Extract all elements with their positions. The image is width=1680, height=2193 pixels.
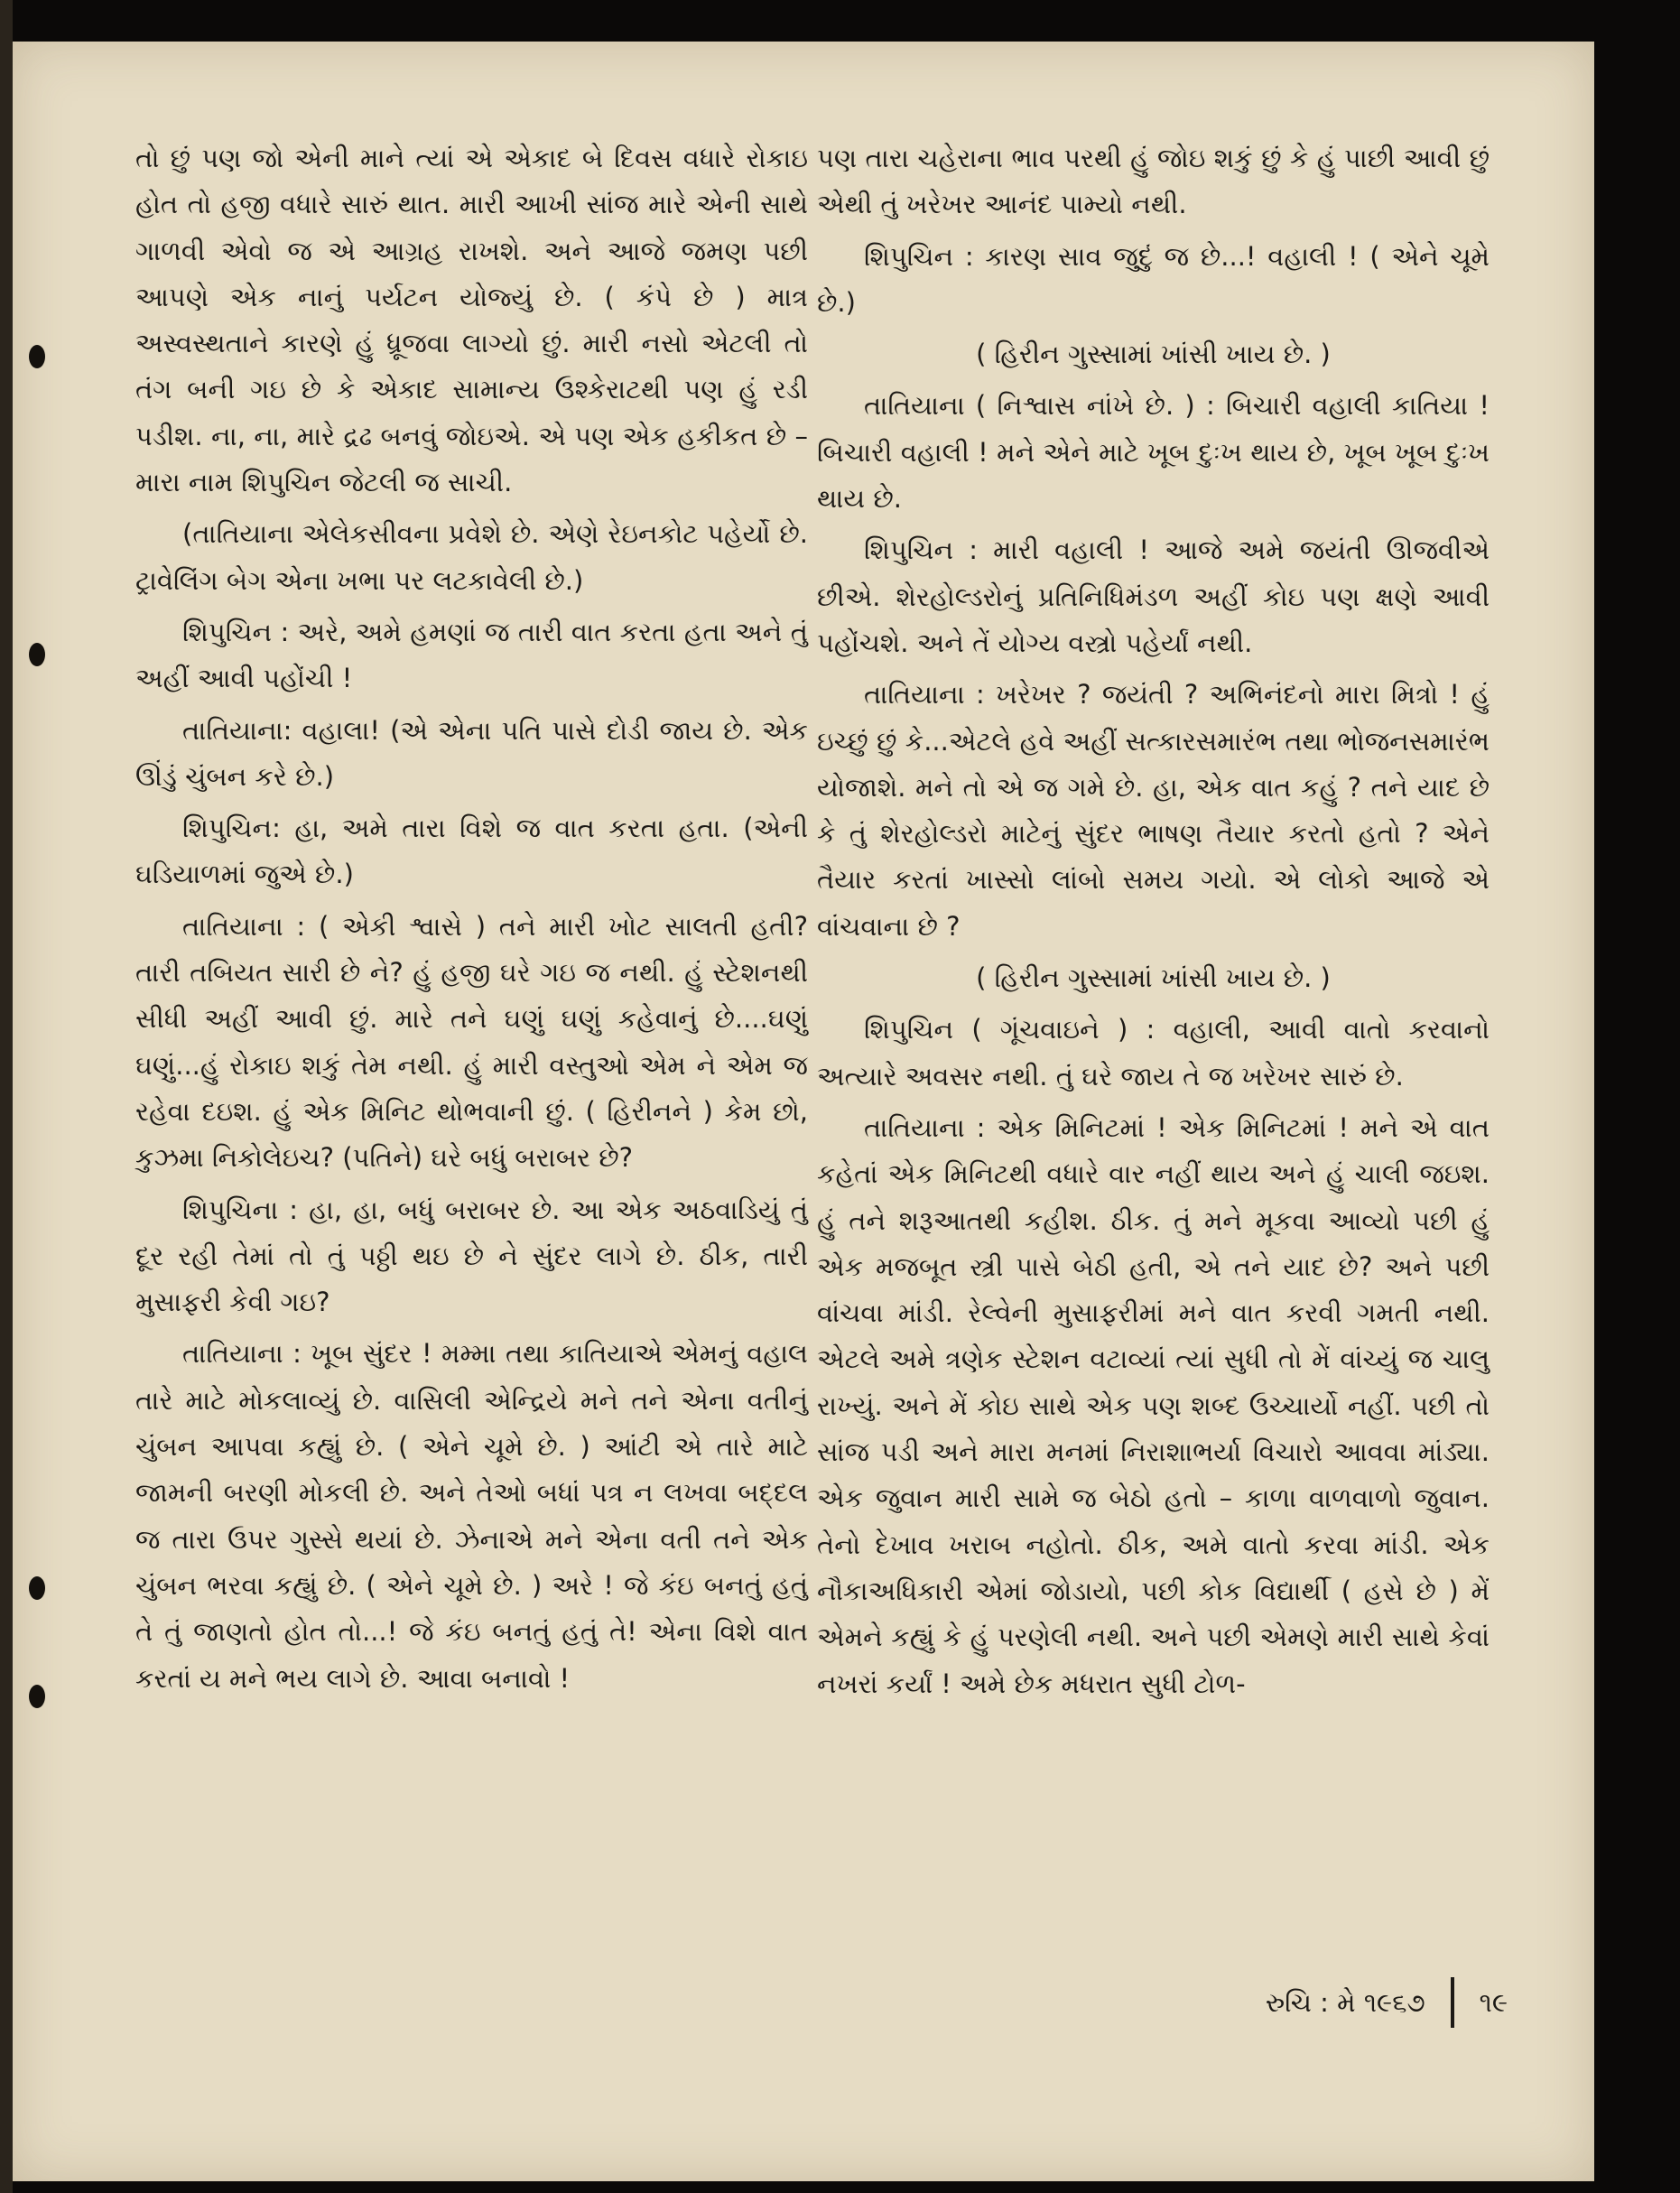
paragraph: પણ તારા ચહેરાના ભાવ પરથી હું જોઇ શકું છું કે હું પાછી આવી છું એથી તું ખરેખર આનંદ પામ્યો નથી.	[817, 143, 1490, 220]
dialogue-line: તાતિયાના : ખરેખર ? જયંતી ? અભિનંદનો મારા મિત્રો ! હું ઇચ્છું છું કે...એટલે હવે અહીં સત્કારસમારંભ તથા ભોજનસમારંભ યોજાશે. મને તો એ જ ગમે છે. હા, એક વાત કહું ? તને યાદ છે કે તું શેરહોલ્ડરો માટેનું સુંદર ભાષણ તૈયાર કરતો હતો ? એને તૈયાર કરતાં ખાસ્સો લાંબો સમય ગયો. એ લોકો આજે એ વાંચવાના છે ?	[817, 679, 1490, 942]
scan-edge	[0, 0, 13, 2193]
page-number: ૧૯	[1479, 1986, 1508, 2018]
dialogue-line: શિપુચિન : અરે, અમે હમણાં જ તારી વાત કરતા હતા અને તું અહીં આવી પહોંચી !	[135, 616, 808, 694]
footer-divider	[1451, 1977, 1454, 2028]
dialogue-line: શિપુચિન: હા, અમે તારા વિશે જ વાત કરતા હતા. (એની ઘડિયાળમાં જુએ છે.)	[135, 813, 808, 890]
page-footer	[1146, 1977, 1508, 2028]
dialogue-line: શિપુચિન : કારણ સાવ જુદું જ છે...! વહાલી ! ( એને ચૂમે છે.)	[817, 240, 1490, 318]
punch-hole	[29, 643, 45, 666]
left-column	[135, 135, 808, 1707]
dialogue-line: શિપુચિન : મારી વહાલી ! આજે અમે જયંતી ઊજવીએ છીએ. શેરહોલ્ડરોનું પ્રતિનિધિમંડળ અહીં કોઇ પણ ક્ષણે આવી પહોંચશે. અને તેં યોગ્ય વસ્ત્રો પહેર્યાં નથી.	[817, 534, 1490, 658]
punch-hole	[29, 1685, 45, 1708]
dialogue-line: તાતિયાના : એક મિનિટમાં ! એક મિનિટમાં ! મને એ વાત કહેતાં એક મિનિટથી વધારે વાર નહીં થાય અને હું ચાલી જઇશ. હું તને શરૂઆતથી કહીશ. ઠીક. તું મને મૂકવા આવ્યો પછી હું એક મજબૂત સ્ત્રી પાસે બેઠી હતી, એ તને યાદ છે? અને પછી વાંચવા માંડી. રેલ્વેની મુસાફરીમાં મને વાત કરવી ગમતી નથી. એટલે અમે ત્રણેક સ્ટેશન વટાવ્યાં ત્યાં સુધી તો મેં વાંચ્યું જ ચાલુ રાખ્યું. અને મેં કોઇ સાથે એક પણ શબ્દ ઉચ્ચાર્યો નહીં. પછી તો સાંજ પડી અને મારા મનમાં નિરાશાભર્યા વિચારો આવવા માંડ્યા. એક જુવાન મારી સામે જ બેઠો હતો – કાળા વાળવાળો જુવાન. તેનો દેખાવ ખરાબ નહોતો. ઠીક, અમે વાતો કરવા માંડી. એક નૌકાઅધિકારી એમાં જોડાયો, પછી કોક વિદ્યાર્થી ( હસે છે ) મેં એમને કહ્યું કે હું પરણેલી નથી. અને પછી એમણે મારી સાથે કેવાં નખરાં કર્યાં ! અમે છેક મધરાત સુધી ટોળ-	[817, 1111, 1490, 1699]
dialogue-line: તાતિયાના : ખૂબ સુંદર ! મમ્મા તથા કાતિયાએ એમનું વહાલ તારે માટે મોકલાવ્યું છે. વાસિલી એન્દ્રિયે મને તને એના વતીનું ચુંબન આપવા કહ્યું છે. ( એને ચૂમે છે. ) આંટી એ તારે માટે જામની બરણી મોકલી છે. અને તેઓ બધાં પત્ર ન લખવા બદ્દલ જ તારા ઉપર ગુસ્સે થયાં છે. ઝેનાએ મને એના વતી તને એક ચુંબન ભરવા કહ્યું છે. ( એને ચૂમે છે. ) અરે ! જે કંઇ બનતું હતું તે તું જાણતો હોત તો...! જે કંઇ બનતું હતું તે! એના વિશે વાત કરતાં ય મને ભય લાગે છે. આવા બનાવો !	[135, 1338, 808, 1694]
dialogue-line: શિપુચિન ( ગૂંચવાઇને ) : વહાલી, આવી વાતો કરવાનો અત્યારે અવસર નથી. તું ઘરે જાય તે જ ખરેખર સારું છે.	[817, 1014, 1490, 1092]
magazine-issue: રુચિ : મે ૧૯૬૭	[1265, 1986, 1425, 2018]
punch-hole	[29, 345, 45, 368]
dialogue-line: તાતિયાના ( નિશ્વાસ નાંખે છે. ) : બિચારી વહાલી કાતિયા ! બિચારી વહાલી ! મને એને માટે ખૂબ દુઃખ થાય છે, ખૂબ ખૂબ દુઃખ થાય છે.	[817, 390, 1490, 515]
dialogue-line: શિપુચિના : હા, હા, બધું બરાબર છે. આ એક અઠવાડિયું તું દૂર રહી તેમાં તો તું પઠ્ઠી થઇ છે ને સુંદર લાગે છે. ઠીક, તારી મુસાફરી કેવી ગઇ?	[135, 1194, 808, 1318]
right-column	[817, 135, 1490, 1713]
dialogue-line: તાતિયાના: વહાલા! (એ એના પતિ પાસે દોડી જાય છે. એક ઊંડું ચુંબન કરે છે.)	[135, 714, 808, 792]
stage-direction: (તાતિયાના એલેકસીવના પ્રવેશે છે. એણે રેઇનકોટ પહેર્યો છે. ટ્રાવેલિંગ બેગ એના ખભા પર લટકાવેલી છે.)	[135, 518, 808, 596]
stage-direction: ( હિરીન ગુસ્સામાં ખાંસી ખાય છે. )	[976, 339, 1331, 370]
stage-direction: ( હિરીન ગુસ્સામાં ખાંસી ખાય છે. )	[976, 962, 1331, 994]
punch-hole	[29, 1576, 45, 1600]
dialogue-line: તાતિયાના : ( એકી શ્વાસે ) તને મારી ખોટ સાલતી હતી? તારી તબિયત સારી છે ને? હું હજી ઘરે ગઇ જ નથી. હું સ્ટેશનથી સીધી અહીં આવી છું. મારે તને ઘણું ઘણું કહેવાનું છે....ઘણું ઘણું...હું રોકાઇ શકું તેમ નથી. હું મારી વસ્તુઓ એમ ને એમ જ રહેવા દઇશ. હું એક મિનિટ થોભવાની છું. ( હિરીનને ) કેમ છો, કુઝમા નિકોલેઇચ? (પતિને) ઘરે બધું બરાબર છે?	[135, 910, 808, 1174]
paragraph: તો છું પણ જો એની માને ત્યાં એ એકાદ બે દિવસ વધારે રોકાઇ હોત તો હજી વધારે સારું થાત. મારી આખી સાંજ મારે એની સાથે ગાળવી એવો જ એ આગ્રહ રાખશે. અને આજે જમણ પછી આપણે એક નાનું પર્યટન યોજ્યું છે. ( કંપે છે ) માત્ર અસ્વસ્થતાને કારણે હું ધ્રૂજવા લાગ્યો છું. મારી નસો એટલી તો તંગ બની ગઇ છે કે એકાદ સામાન્ય ઉશ્કેરાટથી પણ હું રડી પડીશ. ના, ના, મારે દ્રઢ બનવું જોઇએ. એ પણ એક હકીકત છે – મારા નામ શિપુચિન જેટલી જ સાચી.	[135, 143, 808, 498]
